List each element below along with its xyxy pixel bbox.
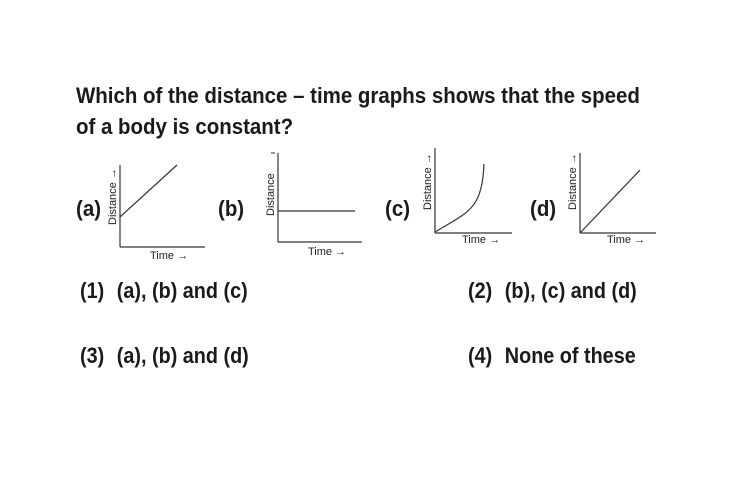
question-line-2: of a body is constant? (76, 114, 294, 139)
choice-1-text: (a), (b) and (c) (116, 278, 248, 303)
graph-b-xlabel: Time → (308, 246, 347, 258)
choice-1-number: (1) (80, 278, 105, 303)
graph-a (107, 165, 205, 262)
choice-3-number: (3) (80, 343, 105, 368)
choice-2-text: (b), (c) and (d) (504, 278, 637, 303)
question-line-1: Which of the distance – time graphs shows that the speed (76, 83, 640, 108)
graph-c-curve (435, 164, 484, 232)
graph-a-ylabel: Distance → (107, 168, 119, 225)
graph-d-line (580, 170, 640, 233)
choice-4[interactable] (468, 343, 636, 369)
graph-c-label: (c) (385, 196, 411, 221)
choice-4-number: (4) (468, 343, 493, 368)
graph-d (567, 153, 656, 246)
choice-2[interactable] (468, 278, 637, 304)
graph-b-ylabel: Distance (265, 173, 277, 216)
graph-b-label: (b) (218, 196, 245, 221)
choice-3-text: (a), (b) and (d) (116, 343, 249, 368)
choice-4-text: None of these (504, 343, 636, 368)
graph-c (422, 148, 512, 246)
graph-b (265, 153, 362, 258)
graph-c-xlabel: Time → (462, 234, 501, 246)
choice-2-number: (2) (468, 278, 493, 303)
graph-c-ylabel: Distance → (422, 153, 434, 210)
graph-a-line (120, 165, 177, 217)
graph-d-ylabel: Distance → (567, 153, 579, 210)
choice-3[interactable] (80, 343, 249, 369)
choice-1[interactable] (80, 278, 248, 304)
graph-d-xlabel: Time → (607, 234, 646, 246)
graph-a-label: (a) (76, 196, 102, 221)
graph-d-label: (d) (530, 196, 557, 221)
graph-a-xlabel: Time → (150, 250, 189, 262)
